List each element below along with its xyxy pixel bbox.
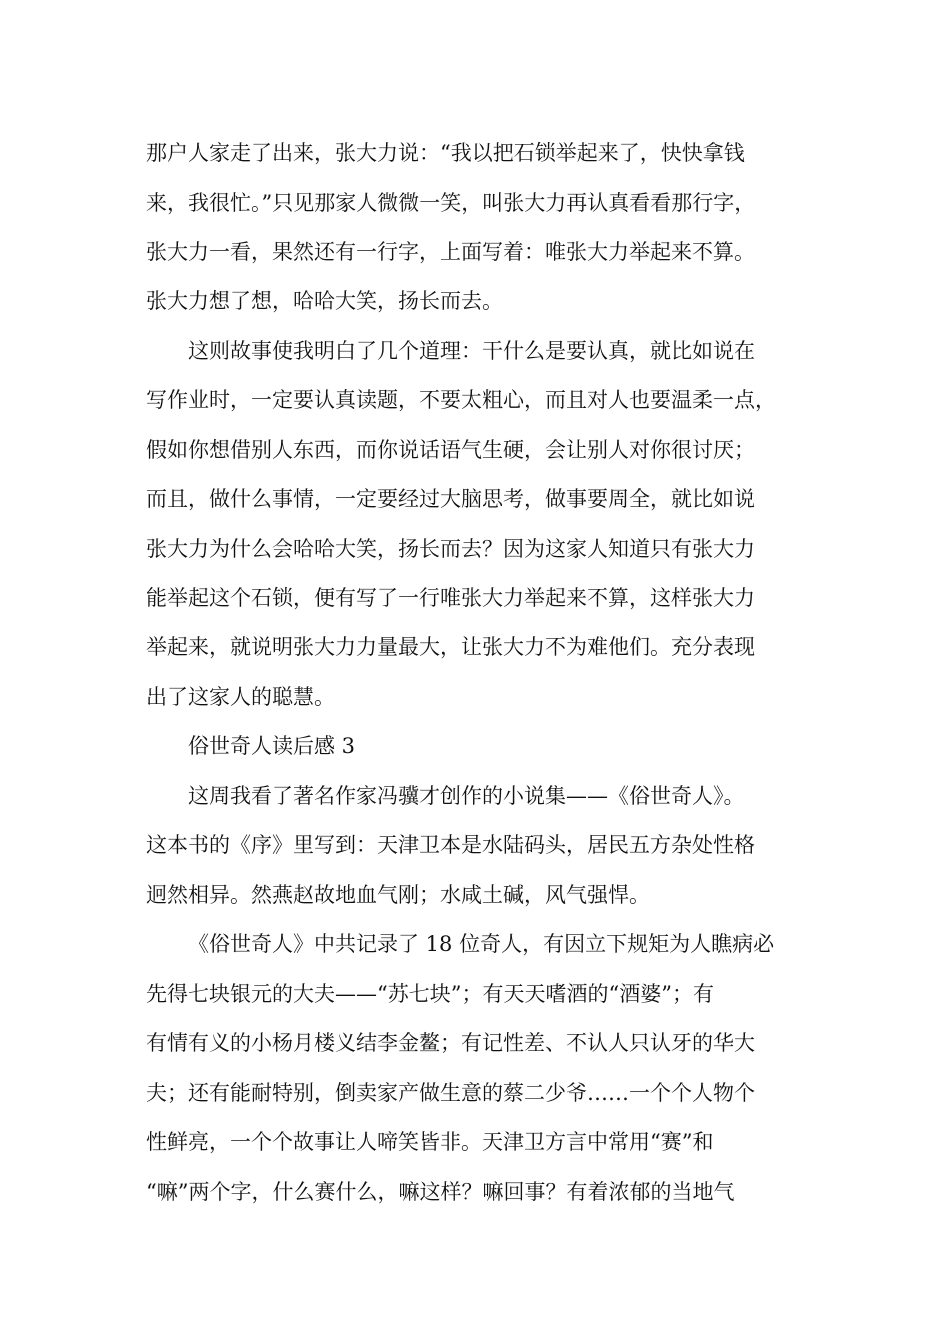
text-line: “嘛”两个字，什么赛什么，嘛这样？嘛回事？有着浓郁的当地气 <box>146 1180 735 1204</box>
paragraph-start-line: 这周我看了著名作家冯骥才创作的小说集——《俗世奇人》。 <box>188 784 745 808</box>
text-line: 张大力一看，果然还有一行字，上面写着：唯张大力举起来不算。 <box>146 240 755 264</box>
text-line: 有情有义的小杨月楼义结李金鳌；有记性差、不认人只认牙的华大 <box>146 1031 755 1055</box>
text-line: 那户人家走了出来，张大力说：“我以把石锁举起来了，快快拿钱 <box>146 141 745 165</box>
text-line: 写作业时，一定要认真读题，不要太粗心，而且对人也要温柔一点， <box>146 388 776 412</box>
text-line: 迥然相异。然燕赵故地血气刚；水咸土碱，风气强悍。 <box>146 883 650 907</box>
paragraph-start-line: 《俗世奇人》中共记录了 18 位奇人，有因立下规矩为人瞧病必 <box>188 932 775 956</box>
section-heading: 俗世奇人读后感 3 <box>188 734 356 758</box>
text-line: 张大力想了想，哈哈大笑，扬长而去。 <box>146 289 503 313</box>
text-line: 出了这家人的聪慧。 <box>146 685 335 709</box>
paragraph-start-line: 这则故事使我明白了几个道理：干什么是要认真，就比如说在 <box>188 339 755 363</box>
text-line: 来，我很忙。”只见那家人微微一笑，叫张大力再认真看看那行字， <box>146 191 756 215</box>
text-line: 张大力为什么会哈哈大笑，扬长而去？因为这家人知道只有张大力 <box>146 537 755 561</box>
text-line: 性鲜亮，一个个故事让人啼笑皆非。天津卫方言中常用“赛”和 <box>146 1130 714 1154</box>
text-line: 夫；还有能耐特别，倒卖家产做生意的蔡二少爷……一个个人物个 <box>146 1081 755 1105</box>
text-line: 能举起这个石锁，便有写了一行唯张大力举起来不算，这样张大力 <box>146 586 755 610</box>
text-line: 假如你想借别人东西，而你说话语气生硬，会让别人对你很讨厌； <box>146 438 755 462</box>
text-line: 先得七块银元的大夫——“苏七块”；有天天嗜酒的“酒婆”；有 <box>146 982 714 1006</box>
text-line: 这本书的《序》里写到：天津卫本是水陆码头，居民五方杂处性格 <box>146 833 755 857</box>
text-line: 举起来，就说明张大力力量最大，让张大力不为难他们。充分表现 <box>146 635 755 659</box>
text-line: 而且，做什么事情，一定要经过大脑思考，做事要周全，就比如说 <box>146 487 755 511</box>
